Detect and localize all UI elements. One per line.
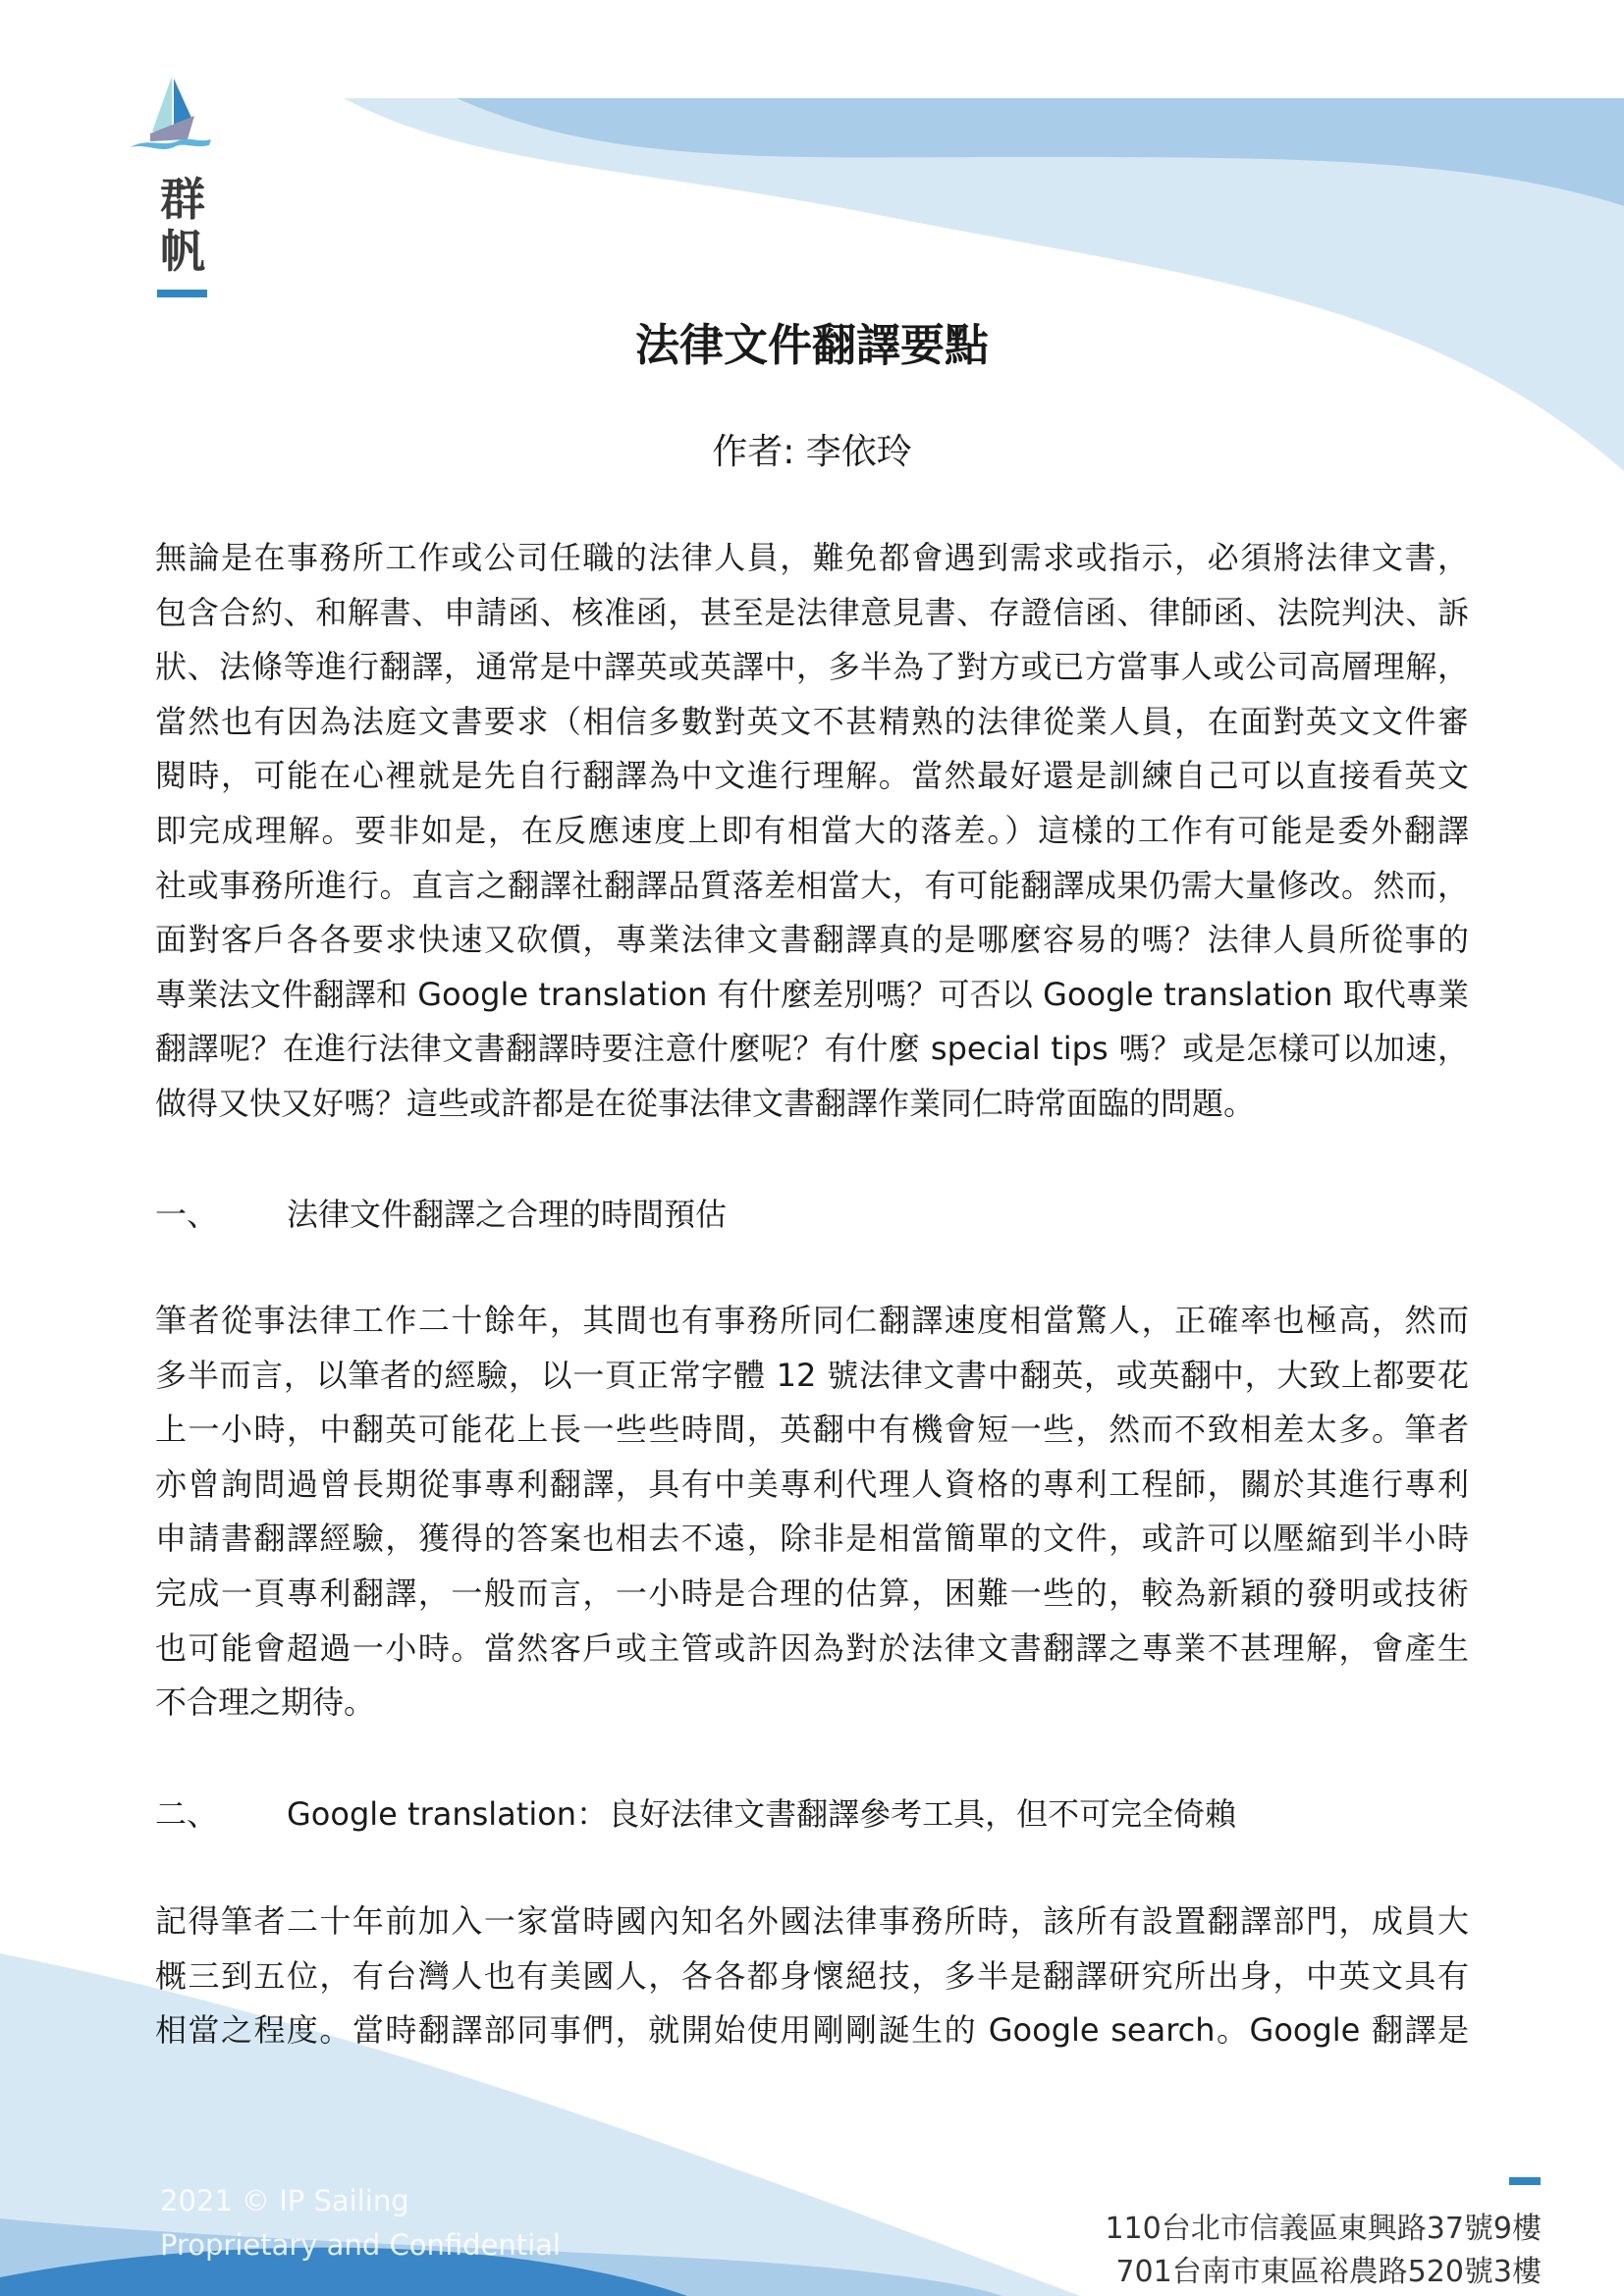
section-heading-1 [155, 1193, 727, 1236]
paragraph-intro [155, 531, 1469, 1132]
document-title: 法律文件翻譯要點 [634, 319, 989, 371]
text-line: 不合理之期待。 [155, 1683, 376, 1722]
footer-accent-bar [1509, 2177, 1541, 2185]
section-title: Google translation：良好法律文書翻譯參考工具，但不可完全倚賴 [287, 1795, 1237, 1833]
text-line: 無論是在事務所工作或公司任職的法律人員，難免都會遇到需求或指示，必須將法律文書， [155, 539, 1469, 576]
sailboat-icon [123, 77, 231, 155]
brand-name-char-2: 帆 [160, 225, 205, 278]
section-number: 一、 [155, 1196, 219, 1233]
text-line: 專業法文件翻譯和 Google translation 有什麼差別嗎？可否以 Google translation 取代專業 [155, 975, 1469, 1013]
address-tainan: 701台南市東區裕農路520號3樓 [1115, 2255, 1542, 2289]
text-line: 上一小時，中翻英可能花上長一些些時間，英翻中有機會短一些，然而不致相差太多。筆者 [155, 1411, 1469, 1449]
text-line: 申請書翻譯經驗，獲得的答案也相去不遠，除非是相當簡單的文件，或許可以壓縮到半小時 [155, 1520, 1469, 1558]
text-line: 翻譯呢？在進行法律文書翻譯時要注意什麼呢？有什麼 special tips 嗎？或是怎樣可以加速， [155, 1030, 1469, 1068]
paragraph-time-estimate [155, 1294, 1469, 1731]
text-line: 包含合約、和解書、申請函、核准函，甚至是法律意見書、存證信函、律師函、法院判決、訴 [155, 593, 1469, 631]
brand-accent-bar [157, 290, 207, 297]
text-line: 當然也有因為法庭文書要求（相信多數對英文不甚精熟的法律從業人員，在面對英文文件審 [155, 702, 1469, 740]
paragraph-google-translation [155, 1895, 1469, 2058]
text-line: 概三到五位，有台灣人也有美國人，各各都身懷絕技，多半是翻譯研究所出身，中英文具有 [155, 1956, 1469, 1995]
text-line: 社或事務所進行。直言之翻譯社翻譯品質落差相當大，有可能翻譯成果仍需大量修改。然而， [155, 866, 1469, 904]
text-line: 筆者從事法律工作二十餘年，其間也有事務所同仁翻譯速度相當驚人，正確率也極高，然而 [155, 1302, 1469, 1339]
section-heading-2 [155, 1792, 1236, 1836]
text-line: 完成一頁專利翻譯，一般而言，一小時是合理的估算，困難一些的，較為新穎的發明或技術 [155, 1574, 1469, 1612]
text-line: 面對客戶各各要求快速又砍價，專業法律文書翻譯真的是哪麼容易的嗎？法律人員所從事的 [155, 921, 1469, 959]
document-author: 作者: 李依玲 [712, 432, 912, 472]
section-title: 法律文件翻譯之合理的時間預估 [287, 1196, 728, 1233]
text-line: 即完成理解。要非如是，在反應速度上即有相當大的落差。）這樣的工作有可能是委外翻譯 [155, 811, 1469, 849]
text-line: 記得筆者二十年前加入一家當時國內知名外國法律事務所時，該所有設置翻譯部門，成員大 [155, 1902, 1469, 1940]
footer-copyright: 2021 © IP Sailing [160, 2184, 409, 2217]
text-line: 閱時，可能在心裡就是先自行翻譯為中文進行理解。當然最好還是訓練自己可以直接看英文 [155, 757, 1469, 795]
address-taipei: 110台北市信義區東興路37號9樓 [1105, 2212, 1542, 2246]
text-line: 做得又快又好嗎？這些或許都是在從事法律文書翻譯作業同仁時常面臨的問題。 [155, 1084, 1256, 1122]
text-line: 亦曾詢問過曾長期從事專利翻譯，具有中美專利代理人資格的專利工程師，關於其進行專利 [155, 1465, 1469, 1503]
text-line: 相當之程度。當時翻譯部同事們，就開始使用剛剛誕生的 Google search。Google 翻譯是 [155, 2011, 1469, 2050]
brand-name-char-1: 群 [160, 173, 205, 226]
text-line: 也可能會超過一小時。當然客戶或主管或許因為對於法律文書翻譯之專業不甚理解，會產生 [155, 1629, 1469, 1667]
text-line: 狀、法條等進行翻譯，通常是中譯英或英譯中，多半為了對方或已方當事人或公司高層理解， [155, 648, 1469, 686]
text-line: 多半而言，以筆者的經驗，以一頁正常字體 12 號法律文書中翻英，或英翻中，大致上都要花 [155, 1356, 1469, 1394]
footer-confidential: Proprietary and Confidential [160, 2228, 561, 2262]
section-number: 二、 [155, 1795, 219, 1833]
